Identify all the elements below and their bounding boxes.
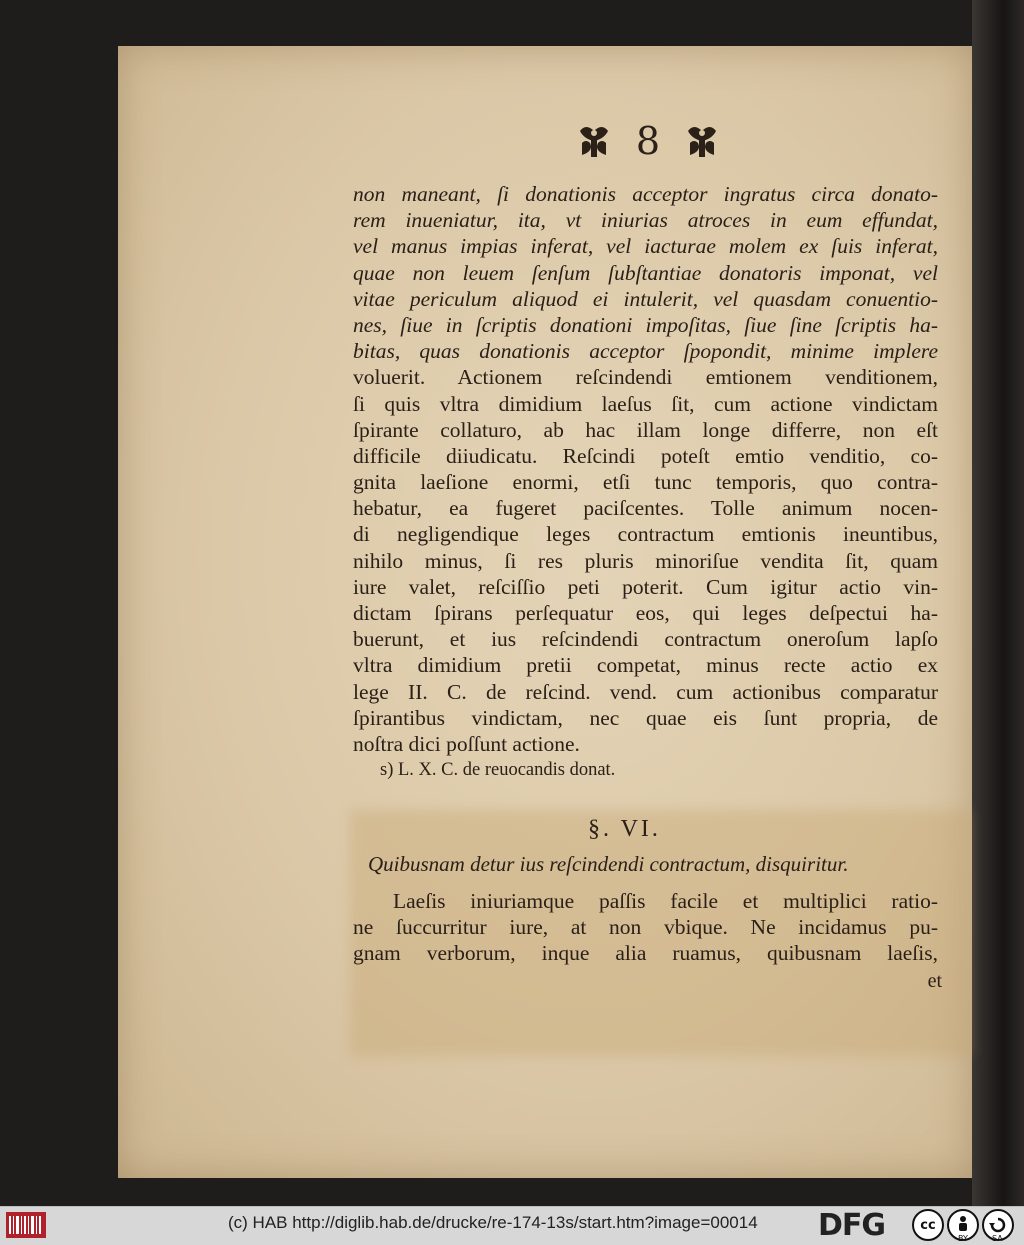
text-line: vel manus impias inferat, vel iacturae molem ex ſuis inferat, <box>353 234 938 259</box>
book-spine <box>972 0 1024 1206</box>
cc-icon: cc <box>912 1209 944 1241</box>
text-line: non maneant, ſi donationis acceptor ingratus circa donato- <box>353 182 938 206</box>
text-line: ne ſuccurritur iure, at non vbique. Ne incidamus pu- <box>353 915 938 940</box>
text-line: ſi quis vltra dimidium laeſus ſit, cum actione vindictam <box>353 391 938 416</box>
copyright-link[interactable]: (c) HAB http://diglib.hab.de/drucke/re-174-13s/start.htm?image=00014 <box>228 1213 758 1232</box>
text-line: iure valet, reſciſſio peti poterit. Cum igitur actio vin- <box>353 574 938 599</box>
text-line: difficile diiudicatu. Reſcindi poteſt emtio venditio, co- <box>353 443 938 468</box>
text-line: gnita laeſione enormi, etſi tunc temporis, quo contra- <box>353 470 938 495</box>
text-line: nihilo minus, ſi res pluris minoriſue vendita ſit, quam <box>353 548 938 573</box>
footnote: s) L. X. C. de reuocandis donat. <box>380 760 616 780</box>
text-line: Laeſis iniuriamque paſſis facile et multiplici ratio- <box>393 889 938 913</box>
text-line: gnam verborum, inque alia ruamus, quibusnam laeſis, <box>353 941 938 966</box>
main-text-block <box>353 181 938 757</box>
dfg-logo: DFG <box>818 1207 886 1243</box>
text-line: hebatur, ea fugeret paciſcentes. Tolle animum nocen- <box>353 496 938 521</box>
text-line: rem inueniatur, ita, vt iniurias atroces in eum effundat, <box>353 208 938 233</box>
book-page <box>118 46 972 1178</box>
text-line: ſpirante collaturo, ab hac illam longe differre, non eſt <box>353 417 938 442</box>
section-subtitle: Quibusnam detur ius reſcindendi contractum, disquiritur. <box>368 852 849 876</box>
text-line: bitas, quas donationis acceptor ſpopondit, minime implere <box>353 339 938 364</box>
catchword: et <box>927 970 942 992</box>
page-header <box>548 116 748 166</box>
section-paragraph <box>353 888 938 967</box>
text-line: vltra dimidium pretii competat, minus recte actio ex <box>353 653 938 678</box>
text-line: voluerit. Actionem reſcindendi emtionem venditionem, <box>353 365 938 390</box>
floral-ornament-right-icon <box>682 121 722 161</box>
text-line: nes, ſiue in ſcriptis donationi impoſitas, ſiue ſine ſcriptis ha- <box>353 312 938 337</box>
by-label: BY <box>958 1234 968 1243</box>
text-line: dictam ſpirans perſequatur eos, qui leges deſpectui ha- <box>353 601 938 625</box>
text-line: ſpirantibus vindictam, nec quae eis ſunt propria, de <box>353 705 938 730</box>
section-heading: §. VI. <box>588 816 661 842</box>
text-line: di negligendique leges contractum emtionis ineuntibus, <box>353 522 938 547</box>
floral-ornament-left-icon <box>574 121 614 161</box>
text-line: noſtra dici poſſunt actione. <box>353 731 580 756</box>
text-line: quae non leuem ſenſum ſubſtantiae donatoris imponat, vel <box>353 260 938 285</box>
sa-label: SA <box>992 1234 1003 1243</box>
page-number: 8 <box>635 119 661 163</box>
text-line: lege II. C. de reſcind. vend. cum actionibus comparatur <box>353 679 938 704</box>
text-line: vitae periculum aliquod ei intulerit, vel quasdam conuentio- <box>353 286 938 311</box>
hab-logo-icon <box>6 1212 46 1238</box>
text-line: buerunt, et ius reſcindendi contractum oneroſum lapſo <box>353 627 938 652</box>
